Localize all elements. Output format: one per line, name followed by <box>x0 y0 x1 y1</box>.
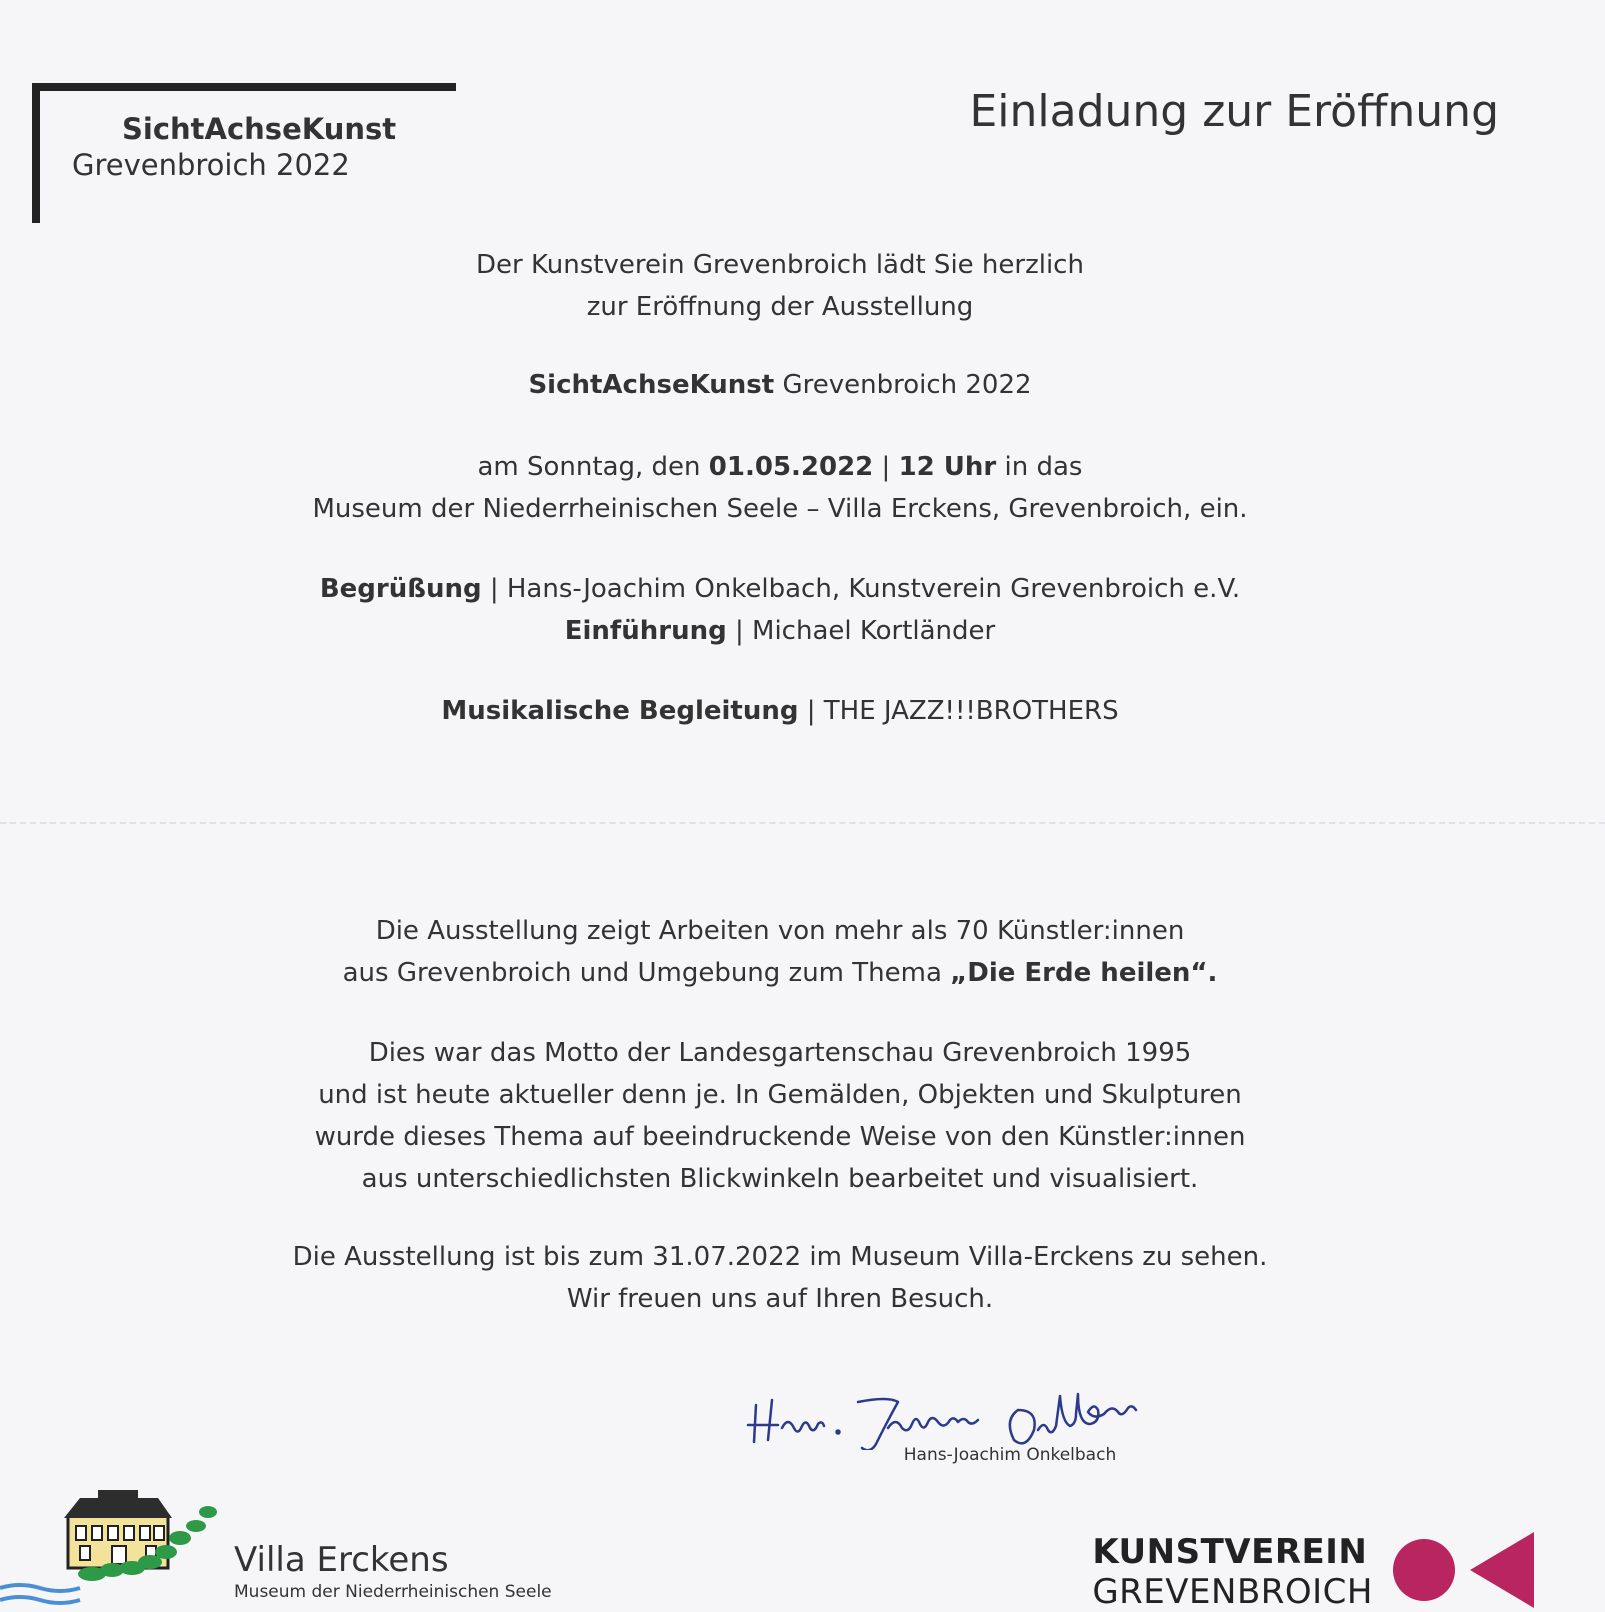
kunstverein-line-2: GREVENBROICH <box>1092 1572 1373 1612</box>
event-date: 01.05.2022 <box>708 452 874 482</box>
kunstverein-logo-shapes <box>1392 1530 1542 1610</box>
description-p1-line-1: Die Ausstellung zeigt Arbeiten von mehr als 70 Künstler:innen <box>375 916 1185 946</box>
date-prefix: am Sonntag, den <box>477 452 709 482</box>
brand-block <box>72 112 432 182</box>
villa-erckens-logo <box>0 1490 230 1610</box>
introduction-label: Einführung <box>564 616 727 646</box>
description-p3-line-1: Die Ausstellung ist bis zum 31.07.2022 im Museum Villa-Erckens zu sehen. <box>292 1242 1268 1272</box>
villa-erckens-text <box>234 1540 552 1602</box>
signature-name: Hans-Joachim Onkelbach <box>903 1445 1117 1465</box>
greeting-label: Begrüßung <box>319 574 482 604</box>
exhibition-name-rest: Grevenbroich 2022 <box>774 370 1032 400</box>
date-separator: | <box>873 452 899 482</box>
handwritten-signature <box>738 1380 1208 1450</box>
brand-subtitle: Grevenbroich 2022 <box>72 148 350 182</box>
description-p1-line-2: aus Grevenbroich und Umgebung zum Thema <box>342 958 951 988</box>
music-block <box>0 690 1560 732</box>
description-p2-line-2: und ist heute aktueller denn je. In Gemälden, Objekten und Skulpturen <box>318 1080 1242 1110</box>
exhibition-name-bold: SichtAchseKunst <box>528 370 775 400</box>
description-p1 <box>0 910 1560 994</box>
description-p3 <box>0 1236 1560 1320</box>
intro-block <box>0 244 1560 328</box>
kunstverein-circle-icon <box>1393 1539 1455 1601</box>
program-block <box>0 568 1560 652</box>
introduction-text: | Michael Kortländer <box>726 616 996 646</box>
description-p3-line-2: Wir freuen uns auf Ihren Besuch. <box>566 1284 994 1314</box>
music-text: | THE JAZZ!!!BROTHERS <box>798 696 1119 726</box>
kunstverein-line-1: KUNSTVEREIN <box>1092 1532 1368 1572</box>
date-suffix: in das <box>996 452 1083 482</box>
page-title: Einladung zur Eröffnung <box>969 86 1499 137</box>
description-p2-line-1: Dies war das Motto der Landesgartenschau Grevenbroich 1995 <box>368 1038 1192 1068</box>
greeting-text: | Hans-Joachim Onkelbach, Kunstverein Grevenbroich e.V. <box>481 574 1241 604</box>
exhibition-theme: „Die Erde heilen“. <box>950 958 1218 988</box>
venue-line: Museum der Niederrheinischen Seele – Villa Erckens, Grevenbroich, ein. <box>312 494 1248 524</box>
fold-line <box>0 822 1605 824</box>
kunstverein-triangle-icon <box>1470 1532 1534 1608</box>
description-p2-line-4: aus unterschiedlichsten Blickwinkeln bearbeitet und visualisiert. <box>361 1164 1199 1194</box>
kunstverein-text <box>1092 1532 1373 1612</box>
brand-name: SichtAchseKunst <box>122 112 397 146</box>
exhibition-name <box>0 364 1560 406</box>
villa-subtitle: Museum der Niederrheinischen Seele <box>234 1582 552 1602</box>
intro-line-1: Der Kunstverein Grevenbroich lädt Sie herzlich <box>476 250 1084 280</box>
event-time: 12 Uhr <box>898 452 997 482</box>
music-label: Musikalische Begleitung <box>441 696 799 726</box>
date-block <box>0 446 1560 530</box>
intro-line-2: zur Eröffnung der Ausstellung <box>586 292 974 322</box>
description-p2-line-3: wurde dieses Thema auf beeindruckende Weise von den Künstler:innen <box>314 1122 1246 1152</box>
description-p2 <box>0 1032 1560 1200</box>
villa-title: Villa Erckens <box>234 1540 449 1580</box>
